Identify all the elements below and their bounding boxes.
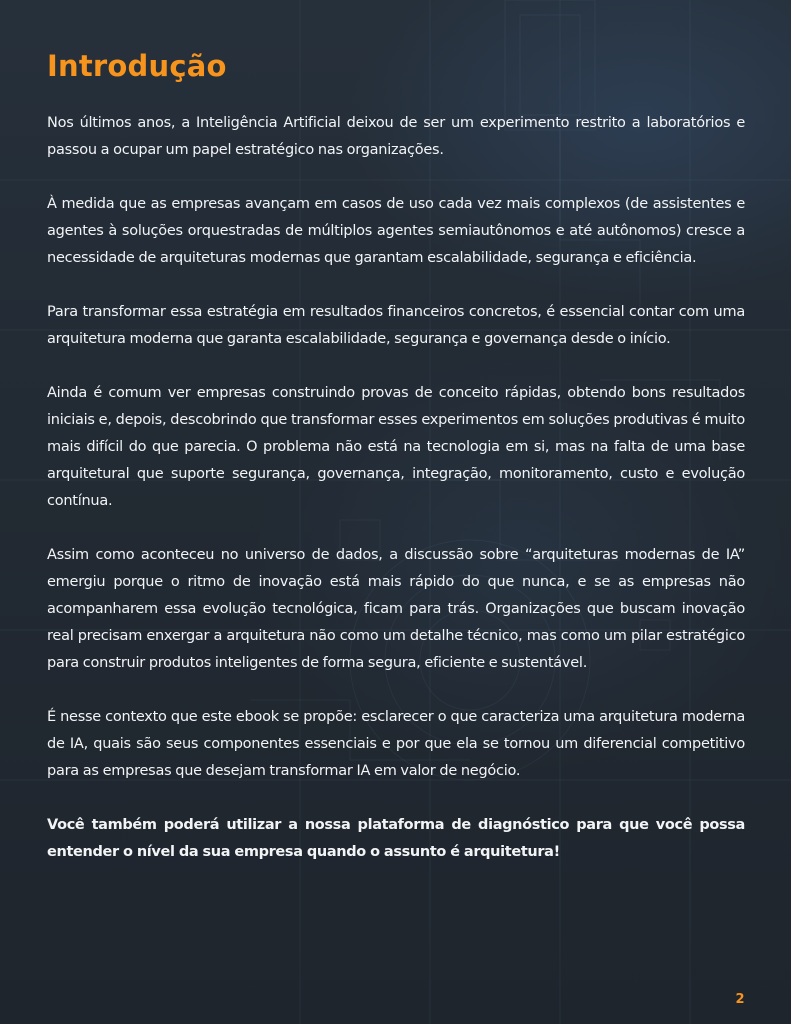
page-number: 2 bbox=[735, 992, 745, 1007]
paragraph-1: Nos últimos anos, a Inteligência Artificial deixou de ser um experimento restrito a laboratórios e passou a ocupar um papel estratégico nas organizações. bbox=[47, 115, 745, 158]
page-content bbox=[47, 44, 745, 893]
closing-callout-paragraph: Você também poderá utilizar a nossa plataforma de diagnóstico para que você possa entender o nível da sua empresa quando o assunto é arquitetura! bbox=[47, 817, 745, 860]
paragraph-3: Para transformar essa estratégia em resultados financeiros concretos, é essencial contar com uma arquitetura moderna que garanta escalabilidade, segurança e governança desde o início. bbox=[47, 304, 745, 347]
paragraph-2: À medida que as empresas avançam em casos de uso cada vez mais complexos (de assistentes e agentes à soluções orquestradas de múltiplos agentes semiautônomos e até autônomos) cresce a necessidade de arquiteturas modernas que garantam escalabilidade, segurança e eficiência. bbox=[47, 196, 745, 266]
paragraph-5: Assim como aconteceu no universo de dados, a discussão sobre “arquiteturas modernas de IA” emergiu porque o ritmo de inovação está mais rápido do que nunca, e se as empresas não acompanharem essa evolução tecnológica, ficam para trás. Organizações que buscam inovação real precisam enxergar a arquitetura não como um detalhe técnico, mas como um pilar estratégico para construir produtos inteligentes de forma segura, eficiente e sustentável. bbox=[47, 547, 745, 671]
paragraph-6: É nesse contexto que este ebook se propõe: esclarecer o que caracteriza uma arquitetura moderna de IA, quais são seus componentes essenciais e por que ela se tornou um diferencial competitivo para as empresas que desejam transformar IA em valor de negócio. bbox=[47, 709, 745, 779]
page-title: Introdução bbox=[47, 49, 227, 83]
paragraph-4: Ainda é comum ver empresas construindo provas de conceito rápidas, obtendo bons resultados iniciais e, depois, descobrindo que transformar esses experimentos em soluções produtivas é muito mais difícil do que parecia. O problema não está na tecnologia em si, mas na falta de uma base arquitetural que suporte segurança, governança, integração, monitoramento, custo e evolução contínua. bbox=[47, 385, 745, 509]
